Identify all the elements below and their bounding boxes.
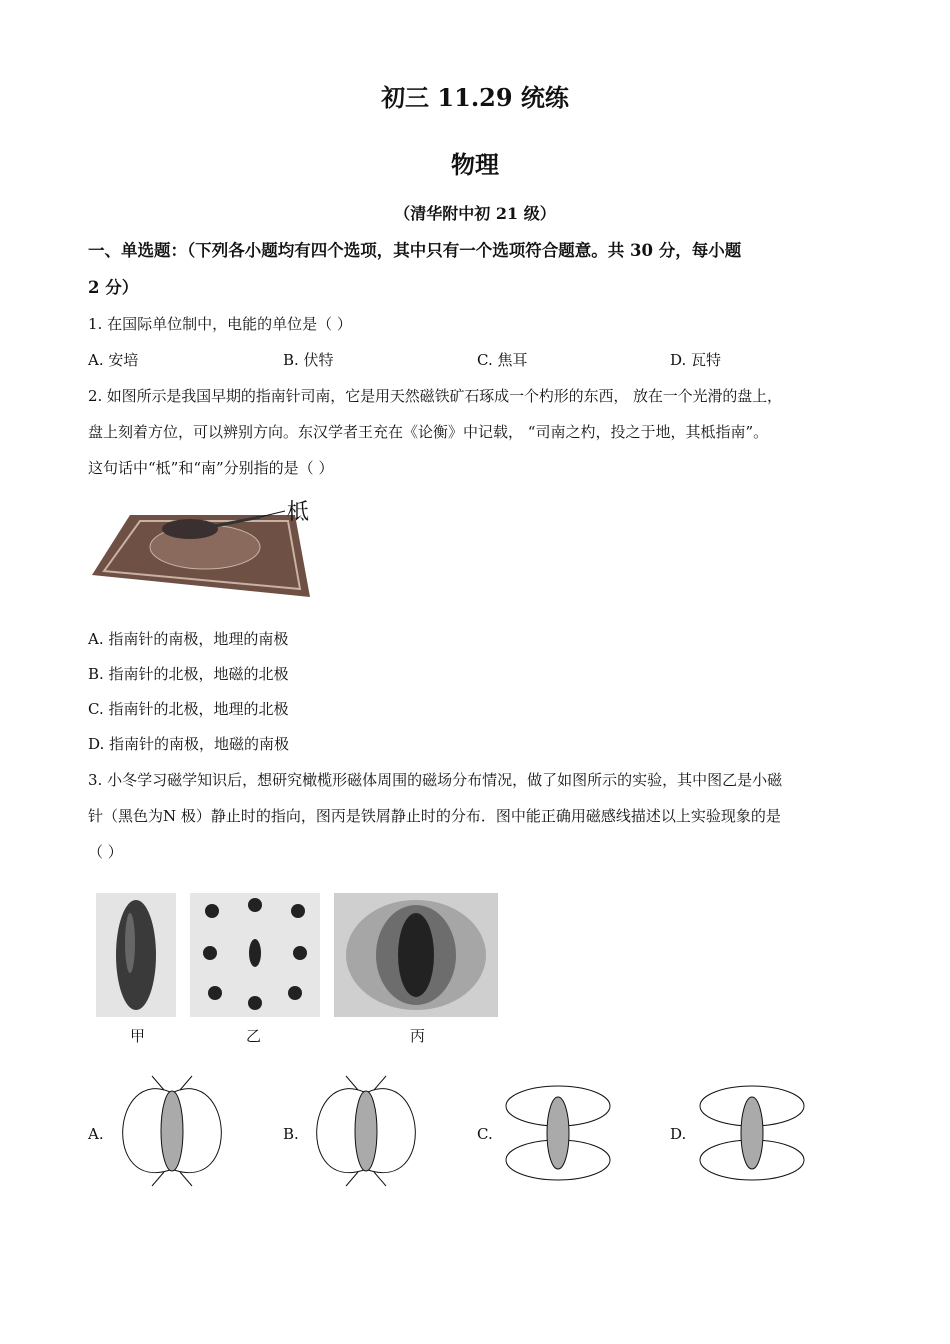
q3-option-b: B. <box>283 1125 299 1143</box>
photo-label-yi: 乙 <box>246 1027 262 1045</box>
field-diagram-d <box>692 1080 812 1190</box>
q3-option-a: A. <box>88 1125 104 1143</box>
magnet-photo <box>96 893 176 1017</box>
photo-label-jia: 甲 <box>130 1027 146 1045</box>
q1-option-d: D. 瓦特 <box>670 351 722 369</box>
q2-stem-1: 2. 如图所示是我国早期的指南针司南，它是用天然磁铁矿石琢成一个杓形的东西， 放在一个光滑的盘上， <box>88 387 782 405</box>
q1-option-b: B. 伏特 <box>283 351 334 369</box>
q1-option-a: A. 安培 <box>88 351 139 369</box>
compass-needles-photo <box>190 893 320 1017</box>
field-diagram-b <box>306 1072 426 1192</box>
q1-option-c: C. 焦耳 <box>477 351 528 369</box>
q2-option-a: A. 指南针的南极，地理的南极 <box>88 630 289 648</box>
field-diagram-a <box>112 1072 232 1192</box>
section-heading-cont: 2 分） <box>88 278 139 297</box>
q3-stem-3: （ ） <box>88 843 123 861</box>
q3-option-c: C. <box>477 1125 493 1143</box>
q2-stem-2: 盘上刻着方位，可以辨别方向。东汉学者王充在《论衡》中记载， “司南之杓，投之于地，其柢指南”。 <box>88 423 769 441</box>
iron-filings-photo <box>334 893 498 1017</box>
field-diagram-c <box>498 1080 618 1190</box>
q2-option-d: D. 指南针的南极，地磁的南极 <box>88 735 290 753</box>
q3-stem-2: 针（黑色为N 极）静止时的指向，图丙是铁屑静止时的分布．图中能正确用磁感线描述以上实验现象的是 <box>88 807 781 825</box>
school-subtitle: （清华附中初 21 级） <box>394 204 556 223</box>
section-heading: 一、单选题：（下列各小题均有四个选项，其中只有一个选项符合题意。共 30 分，每小题 <box>88 241 742 260</box>
sinan-compass-image <box>90 497 315 605</box>
q2-option-c: C. 指南针的北极，地理的北极 <box>88 700 289 718</box>
photo-label-bing: 丙 <box>410 1027 426 1045</box>
subject-title: 物理 <box>451 150 499 179</box>
figure-label-di: 柢 <box>287 500 310 525</box>
q3-option-d: D. <box>670 1125 687 1143</box>
q2-option-b: B. 指南针的北极，地磁的北极 <box>88 665 289 683</box>
exam-title: 初三 11.29 统练 <box>381 83 569 112</box>
q2-stem-3: 这句话中“柢”和“南”分别指的是（ ） <box>88 459 334 477</box>
q3-stem-1: 3. 小冬学习磁学知识后，想研究橄榄形磁体周围的磁场分布情况，做了如图所示的实验，其中图乙是小磁 <box>88 771 783 789</box>
q1-stem: 1. 在国际单位制中，电能的单位是（ ） <box>88 315 352 333</box>
